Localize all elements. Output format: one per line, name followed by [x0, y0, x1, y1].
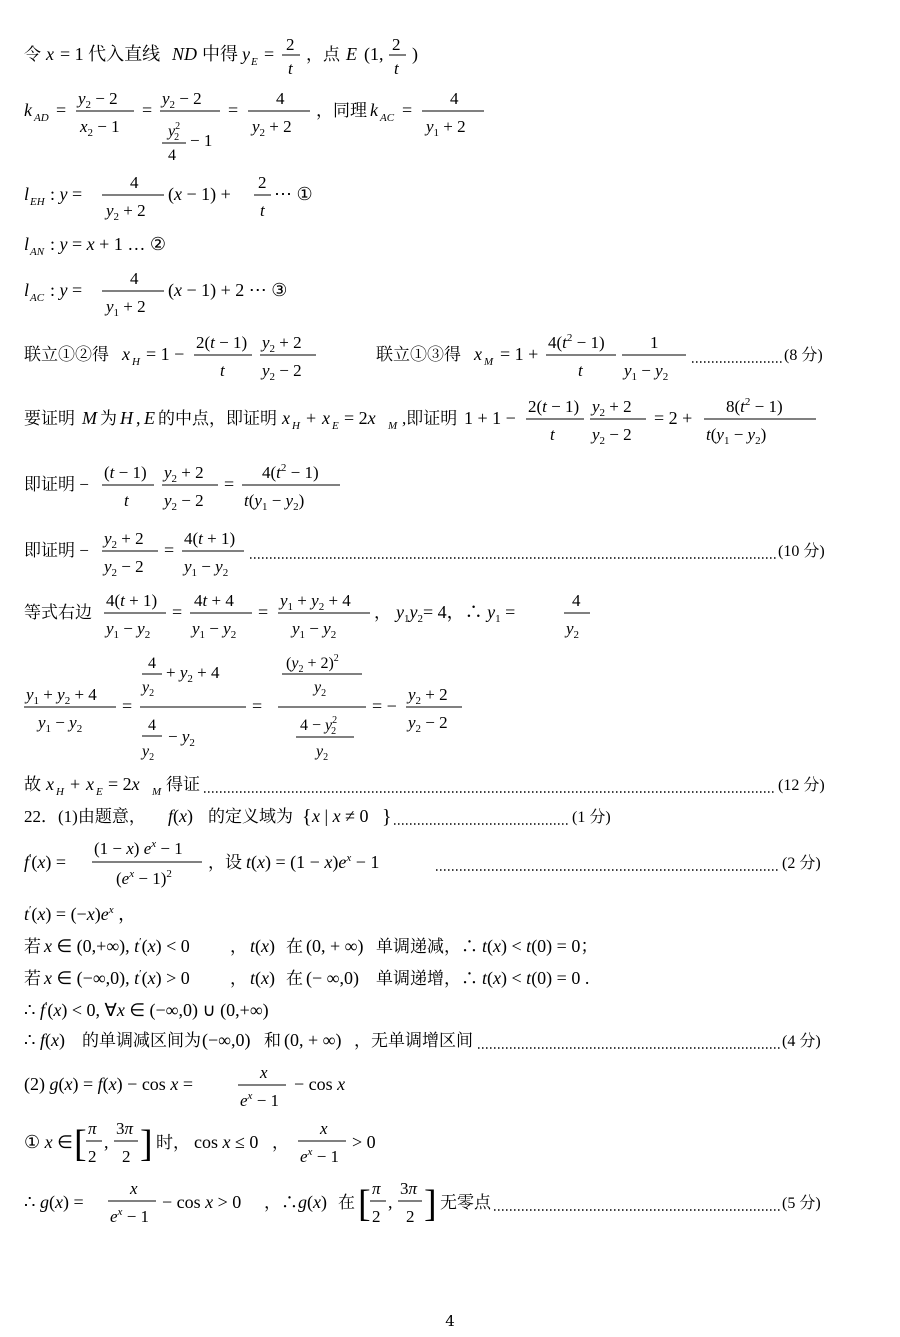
svg-text:x: x [46, 774, 54, 794]
line-21-math [24, 1116, 444, 1176]
svg-text:若: 若 [24, 937, 41, 956]
svg-text:得证: 得证 [166, 775, 200, 794]
svg-text:⋯ ①: ⋯ ① [274, 184, 313, 204]
svg-text:=: = [122, 696, 133, 716]
svg-text:，: ， [272, 1133, 289, 1152]
svg-text:= 2x: = 2x [344, 408, 376, 428]
svg-text:令: 令 [24, 45, 41, 64]
svg-text:联立①②得: 联立①②得 [24, 345, 109, 364]
svg-text:t(x) < t(0) = 0；: t(x) < t(0) = 0； [482, 936, 599, 956]
svg-text:，同理: ，同理 [316, 101, 367, 120]
line-15-math [24, 898, 324, 928]
svg-text:t(x): t(x) [250, 968, 276, 988]
svg-text:y1 + 2: $y_1 + 2$ [426, 117, 466, 139]
svg-text:4(t + 1): 4(t + 1) [184, 529, 236, 548]
svg-text:，设: ，设 [208, 853, 242, 872]
svg-text:=: = [172, 602, 183, 622]
svg-text:1 + 1 −: 1 + 1 − [464, 408, 516, 428]
svg-text:y1 − y2: $y_1 - y_2$ [38, 713, 83, 735]
svg-text:H: H [132, 356, 140, 368]
svg-text:即证明 −: 即证明 − [24, 541, 89, 560]
svg-text:y1 + y2 + 4: $y_1 + y_2 + 4$ [280, 591, 351, 613]
svg-text:y2: $y_2$ [566, 619, 580, 641]
svg-text:=: = [164, 540, 175, 560]
svg-text:x2 − 1: $x_2 - 1$ [80, 117, 120, 139]
svg-text:y1 − y2: $y_1 - y_2$ [106, 619, 151, 641]
svg-text:4t + 4: 4t + 4 [194, 591, 234, 610]
svg-text:4: 4 [168, 147, 176, 164]
svg-text:AN: AN [30, 246, 45, 258]
svg-text:y2 + 2: $y_2 + 2$ [104, 529, 144, 551]
svg-text:E: E [332, 420, 339, 432]
svg-text:[: [ [74, 1123, 87, 1165]
line-18-math [24, 996, 424, 1026]
svg-text:单调递减，∴: 单调递减，∴ [376, 937, 478, 956]
svg-text:AC: AC [380, 112, 395, 124]
line-11-math [24, 648, 484, 772]
svg-text:=: = [224, 474, 235, 494]
svg-text:t: t [550, 425, 555, 444]
svg-text:2: 2 [122, 1147, 131, 1166]
svg-text:4: 4 [148, 655, 156, 672]
svg-text:+ y2 + 4: + $y_2 + 4$ [166, 663, 220, 685]
svg-text:x: x [320, 1119, 328, 1138]
svg-text:y2 − 2: $y_2 - 2$ [78, 89, 118, 111]
svg-text:单调递增，∴: 单调递增，∴ [376, 969, 478, 988]
svg-text:y1 − y2: $y_1 - y_2$ [192, 619, 237, 641]
svg-text:22．(1)由题意，: 22．(1)由题意， [24, 807, 146, 826]
svg-text:=: = [258, 602, 269, 622]
svg-text:y1 − y2: $y_1 - y_2$ [184, 557, 229, 579]
svg-text:x: x [46, 44, 54, 64]
svg-text:l: l [24, 280, 30, 300]
svg-text:= −: = − [372, 696, 397, 716]
score-5: (5 分) [782, 1195, 821, 1212]
svg-text:4(t2 − 1): $4(t^2 - 1)$ [548, 332, 605, 352]
svg-text:2(t − 1): 2(t − 1) [196, 333, 248, 352]
svg-text:在: 在 [338, 1193, 355, 1212]
line-11 [24, 648, 842, 778]
svg-text:4: 4 [148, 717, 156, 734]
line-15 [24, 898, 842, 934]
svg-text:= 1 −: = 1 − [146, 344, 185, 364]
line-12 [24, 770, 842, 806]
svg-text:中得: 中得 [202, 44, 238, 64]
svg-text:,: , [388, 1192, 393, 1212]
svg-text:− 1: − 1 [190, 131, 213, 150]
svg-text:y1y2= 4，∴ y1 =: $y_1y_2= 4$，∴ $y_1$ = [396, 602, 516, 625]
svg-text:x: x [322, 408, 330, 428]
svg-text:M: M [82, 408, 97, 428]
svg-text:，∴: ，∴ [264, 1193, 298, 1212]
line-19 [24, 1026, 842, 1062]
svg-text:= 2 +: = 2 + [654, 408, 693, 428]
svg-text:t(x) < t(0) = 0 .: t(x) < t(0) = 0 . [482, 968, 590, 988]
svg-text:即证明 −: 即证明 − [24, 475, 89, 494]
svg-text:− cos x > 0: − cos x > 0 [162, 1192, 242, 1212]
line-8 [24, 458, 842, 524]
svg-text:M: M [484, 356, 494, 368]
svg-text:t: t [124, 491, 129, 510]
svg-text:E: E [346, 44, 357, 64]
svg-text:(x − 1) + 2 ⋯ ③: (x − 1) + 2 ⋯ ③ [168, 280, 288, 300]
svg-text:t: t [578, 361, 583, 380]
line-6-math [24, 330, 842, 386]
svg-text:4 − y22: $4 - y^2$ 2 [300, 715, 338, 737]
svg-text:H: H [120, 408, 133, 428]
svg-text:cos x ≤ 0: cos x ≤ 0 [194, 1132, 259, 1152]
svg-text:> 0: > 0 [352, 1132, 376, 1152]
line-1-math [24, 36, 484, 84]
svg-text:E: E [251, 56, 258, 68]
svg-text:+: + [306, 408, 317, 428]
svg-text:y2 + 2: $y_2 + 2$ [262, 333, 302, 355]
score-10: (10 分) [778, 543, 825, 560]
svg-text:AC: AC [30, 292, 45, 304]
svg-text:y1 + 2: $y_1 + 2$ [106, 297, 146, 319]
svg-text:y2 + 2: $y_2 + 2$ [164, 463, 204, 485]
svg-text:y2 + 2: $y_2 + 2$ [408, 685, 448, 707]
svg-text:y1 − y2: $y_1 - y_2$ [624, 361, 669, 383]
svg-text:E: E [96, 786, 103, 798]
svg-text:4: 4 [276, 89, 285, 108]
svg-text:(0, + ∞): (0, + ∞) [306, 936, 364, 956]
svg-text:f′(x) =: f′(x) = [24, 852, 67, 872]
svg-text:4(t + 1): 4(t + 1) [106, 591, 158, 610]
svg-text:(0, + ∞): (0, + ∞) [284, 1030, 342, 1050]
line-12-math [24, 770, 842, 800]
svg-text:]: ] [424, 1183, 437, 1225]
svg-text:y2 − 2: $y_2 - 2$ [262, 361, 302, 383]
svg-text:t(x) = (1 − x)ex − 1: $t(x) = (1 - x)e^x - 1$ [246, 852, 380, 872]
svg-text:t′(x) = (−x)ex ，: $t'(x) = (-x)e^x$ ， [24, 904, 137, 924]
svg-text:H: H [292, 420, 300, 432]
svg-text:]: ] [140, 1123, 153, 1165]
svg-text:2: 2 [372, 1207, 381, 1226]
svg-text:8(t2 − 1): $8(t^2 - 1)$ [726, 396, 783, 416]
line-14-math [24, 836, 842, 894]
svg-text:y2 − 2: $y_2 - 2$ [592, 425, 632, 447]
line-5-math [24, 266, 324, 322]
svg-text:，: ， [374, 603, 391, 622]
svg-text:4: 4 [130, 269, 139, 288]
svg-text:= 1 代入直线: = 1 代入直线 [60, 44, 161, 64]
line-9 [24, 524, 842, 590]
svg-text:x: x [86, 774, 94, 794]
svg-text:x: x [282, 408, 290, 428]
svg-text:,: , [104, 1132, 109, 1152]
svg-text:x: x [122, 344, 130, 364]
svg-text:l: l [24, 234, 30, 254]
page-number: 4 [445, 1312, 455, 1330]
svg-text:4: 4 [130, 173, 139, 192]
line-17 [24, 964, 842, 1000]
line-16-math [24, 932, 842, 962]
svg-text:(x − 1) +: (x − 1) + [168, 184, 231, 204]
svg-text:y2: $y_2$ [314, 679, 327, 699]
line-2-math [24, 84, 504, 168]
svg-text:(− ∞,0): (− ∞,0) [306, 968, 359, 988]
svg-text:(−∞,0): (−∞,0) [202, 1030, 251, 1050]
svg-text:的中点，即证明: 的中点，即证明 [158, 409, 277, 428]
svg-text:无零点: 无零点 [440, 1193, 491, 1212]
svg-text:: y =: : y = [50, 280, 83, 300]
svg-text:y2 − 2: $y_2 - 2$ [162, 89, 202, 111]
svg-text:=: = [402, 100, 413, 120]
line-22 [24, 1176, 842, 1242]
svg-text:l: l [24, 184, 30, 204]
svg-text:2(t − 1): 2(t − 1) [528, 397, 580, 416]
line-8-math [24, 458, 364, 518]
svg-text:x ∈ (−∞,0), t′(x) > 0: x ∈ (−∞,0), t′(x) > 0 [44, 968, 190, 988]
svg-text:): ) [412, 44, 418, 64]
svg-text:k: k [24, 100, 32, 120]
svg-text:(y2 + 2)2: $(y_2 + 2)^2$ [286, 653, 339, 675]
svg-text:y2 − 2: $y_2 - 2$ [164, 491, 204, 513]
svg-text:M: M [152, 786, 162, 798]
svg-text:H: H [56, 786, 64, 798]
line-3-math [24, 170, 324, 226]
svg-text:y1 − y2: $y_1 - y_2$ [292, 619, 337, 641]
svg-text:=: = [142, 100, 153, 120]
svg-text:ex − 1: $e^x - 1$ [300, 1146, 340, 1166]
svg-text:故: 故 [24, 775, 41, 794]
svg-text:: y =: : y = [50, 184, 83, 204]
line-13-math [24, 802, 842, 832]
svg-text:}: } [382, 806, 392, 828]
svg-text:要证明: 要证明 [24, 409, 75, 428]
svg-text:− cos x: − cos x [294, 1074, 346, 1094]
svg-text:在: 在 [286, 969, 303, 988]
svg-text:E: E [144, 408, 155, 428]
svg-text:y2 + 2: $y_2 + 2$ [106, 201, 146, 223]
svg-text:y1 + y2 + 4: $y_1 + y_2 + 4$ [26, 685, 97, 707]
svg-text:3π: 3π [400, 1179, 418, 1198]
svg-text:∴ f′(x) < 0, ∀x ∈ (−∞,0) ∪ (0,: ∴ f′(x) < 0, ∀x ∈ (−∞,0) ∪ (0,+∞) [24, 1000, 269, 1020]
line-14 [24, 836, 842, 900]
svg-text:2: 2 [406, 1207, 415, 1226]
svg-text:(ex − 1)2: $(e^x - 1)^2$ [116, 868, 172, 888]
line-20-math [24, 1060, 424, 1116]
line-6 [24, 330, 842, 392]
svg-text:= 1 +: = 1 + [500, 344, 539, 364]
svg-text:x: x [260, 1063, 268, 1082]
svg-text:t(y1 − y2): $t(y_1 - y_2)$ [706, 425, 767, 447]
svg-text:t(x): t(x) [250, 936, 276, 956]
svg-text:y2 − 2: $y_2 - 2$ [408, 713, 448, 735]
svg-text:，点: ，点 [306, 45, 340, 64]
svg-text:2: 2 [258, 173, 267, 192]
svg-text:2: 2 [286, 36, 295, 54]
score-12: (12 分) [778, 777, 825, 794]
svg-text:x ∈ (0,+∞), t′(x) < 0: x ∈ (0,+∞), t′(x) < 0 [44, 936, 190, 956]
svg-text:x | x ≠ 0: x | x ≠ 0 [312, 806, 369, 826]
svg-text:=: = [228, 100, 239, 120]
line-22-math [24, 1176, 842, 1236]
line-19-math [24, 1026, 842, 1056]
line-10-math [24, 586, 644, 646]
svg-text:π: π [88, 1119, 97, 1138]
svg-text:y: y [242, 44, 250, 64]
svg-text:,即证明: ,即证明 [402, 409, 458, 428]
line-7-math [24, 392, 842, 452]
svg-text:，无单调增区间: ，无单调增区间 [354, 1031, 473, 1050]
score-1: (1 分) [572, 809, 611, 826]
svg-text:y22: $y^2$ 2 [168, 121, 181, 143]
svg-text:∴ f(x): ∴ f(x) [24, 1030, 65, 1050]
line-20 [24, 1060, 842, 1122]
svg-text:[: [ [358, 1183, 371, 1225]
svg-text:π: π [372, 1179, 381, 1198]
svg-text:y2: $y_2$ [316, 743, 329, 763]
svg-text:2: 2 [88, 1147, 97, 1166]
line-9-math [24, 524, 842, 584]
svg-text:2: 2 [392, 36, 401, 54]
line-16 [24, 932, 842, 968]
svg-text:1: 1 [650, 333, 659, 352]
svg-text:: y = x + 1 … ②: : y = x + 1 … ② [50, 234, 166, 254]
line-21 [24, 1116, 842, 1182]
score-8: (8 分) [784, 347, 823, 364]
svg-text:，: ， [230, 937, 247, 956]
svg-text:为: 为 [100, 409, 117, 428]
line-2 [24, 84, 842, 174]
svg-text:的单调减区间为: 的单调减区间为 [82, 1031, 201, 1050]
svg-text:的定义域为: 的定义域为 [208, 807, 293, 826]
svg-text:{: { [302, 806, 312, 828]
svg-text:联立①③得: 联立①③得 [376, 345, 461, 364]
svg-text:4(t2 − 1): $4(t^2 - 1)$ [262, 462, 319, 482]
svg-text:4: 4 [572, 591, 581, 610]
line-5 [24, 266, 842, 328]
svg-text:(t − 1): (t − 1) [104, 463, 147, 482]
svg-text:=: = [252, 696, 263, 716]
svg-text:g(x): g(x) [298, 1192, 327, 1212]
svg-text:t: t [260, 201, 265, 220]
svg-text:AD: AD [34, 112, 49, 124]
svg-text:和: 和 [264, 1031, 281, 1050]
line-4 [24, 230, 842, 266]
svg-text:f(x): f(x) [168, 806, 194, 826]
line-3 [24, 170, 842, 232]
svg-text:x: x [130, 1179, 138, 1198]
svg-text:y2 + 2: $y_2 + 2$ [252, 117, 292, 139]
svg-text:= 2x: = 2x [108, 774, 140, 794]
line-1 [24, 36, 842, 90]
svg-text:k: k [370, 100, 378, 120]
svg-text:=: = [264, 44, 275, 64]
line-17-math [24, 964, 842, 994]
svg-text:+: + [70, 774, 81, 794]
svg-text:y2: $y_2$ [142, 743, 155, 763]
svg-text:ex − 1: $e^x - 1$ [110, 1206, 150, 1226]
svg-text:y2 + 2: $y_2 + 2$ [592, 397, 632, 419]
svg-text:(2) g(x) = f(x) − cos x =: (2) g(x) = f(x) − cos x = [24, 1074, 193, 1094]
svg-text:ND: ND [172, 44, 198, 64]
svg-text:4: 4 [450, 89, 459, 108]
svg-text:(1,: (1, [364, 44, 384, 64]
svg-text:① x ∈: ① x ∈ [24, 1132, 73, 1152]
svg-text:若: 若 [24, 969, 41, 988]
svg-text:t: t [288, 59, 293, 78]
svg-text:t: t [220, 361, 225, 380]
svg-text:，: ， [230, 969, 247, 988]
svg-text:(1 − x) ex − 1: (1 − x) $e^x - 1$ [94, 838, 183, 858]
svg-text:− y2: − $y_2$ [168, 727, 195, 749]
svg-text:等式右边: 等式右边 [24, 603, 92, 622]
score-4: (4 分) [782, 1033, 821, 1050]
svg-text:∴ g(x) =: ∴ g(x) = [24, 1192, 84, 1212]
svg-text:x: x [474, 344, 482, 364]
svg-text:在: 在 [286, 937, 303, 956]
svg-text:,: , [136, 408, 141, 428]
line-10 [24, 586, 842, 652]
svg-text:3π: 3π [116, 1119, 134, 1138]
line-4-math [24, 230, 244, 260]
svg-text:=: = [56, 100, 67, 120]
svg-text:t: t [394, 59, 399, 78]
svg-text:EH: EH [30, 196, 45, 208]
svg-text:ex − 1: $e^x - 1$ [240, 1090, 280, 1110]
line-13 [24, 802, 842, 838]
svg-text:y2: $y_2$ [142, 679, 155, 699]
svg-text:t(y1 − y2): $t(y_1 - y_2)$ [244, 491, 305, 513]
line-7 [24, 392, 842, 458]
score-2: (2 分) [782, 855, 821, 872]
svg-text:时，: 时， [156, 1133, 190, 1152]
svg-text:y2 − 2: $y_2 - 2$ [104, 557, 144, 579]
svg-text:M: M [388, 420, 398, 432]
